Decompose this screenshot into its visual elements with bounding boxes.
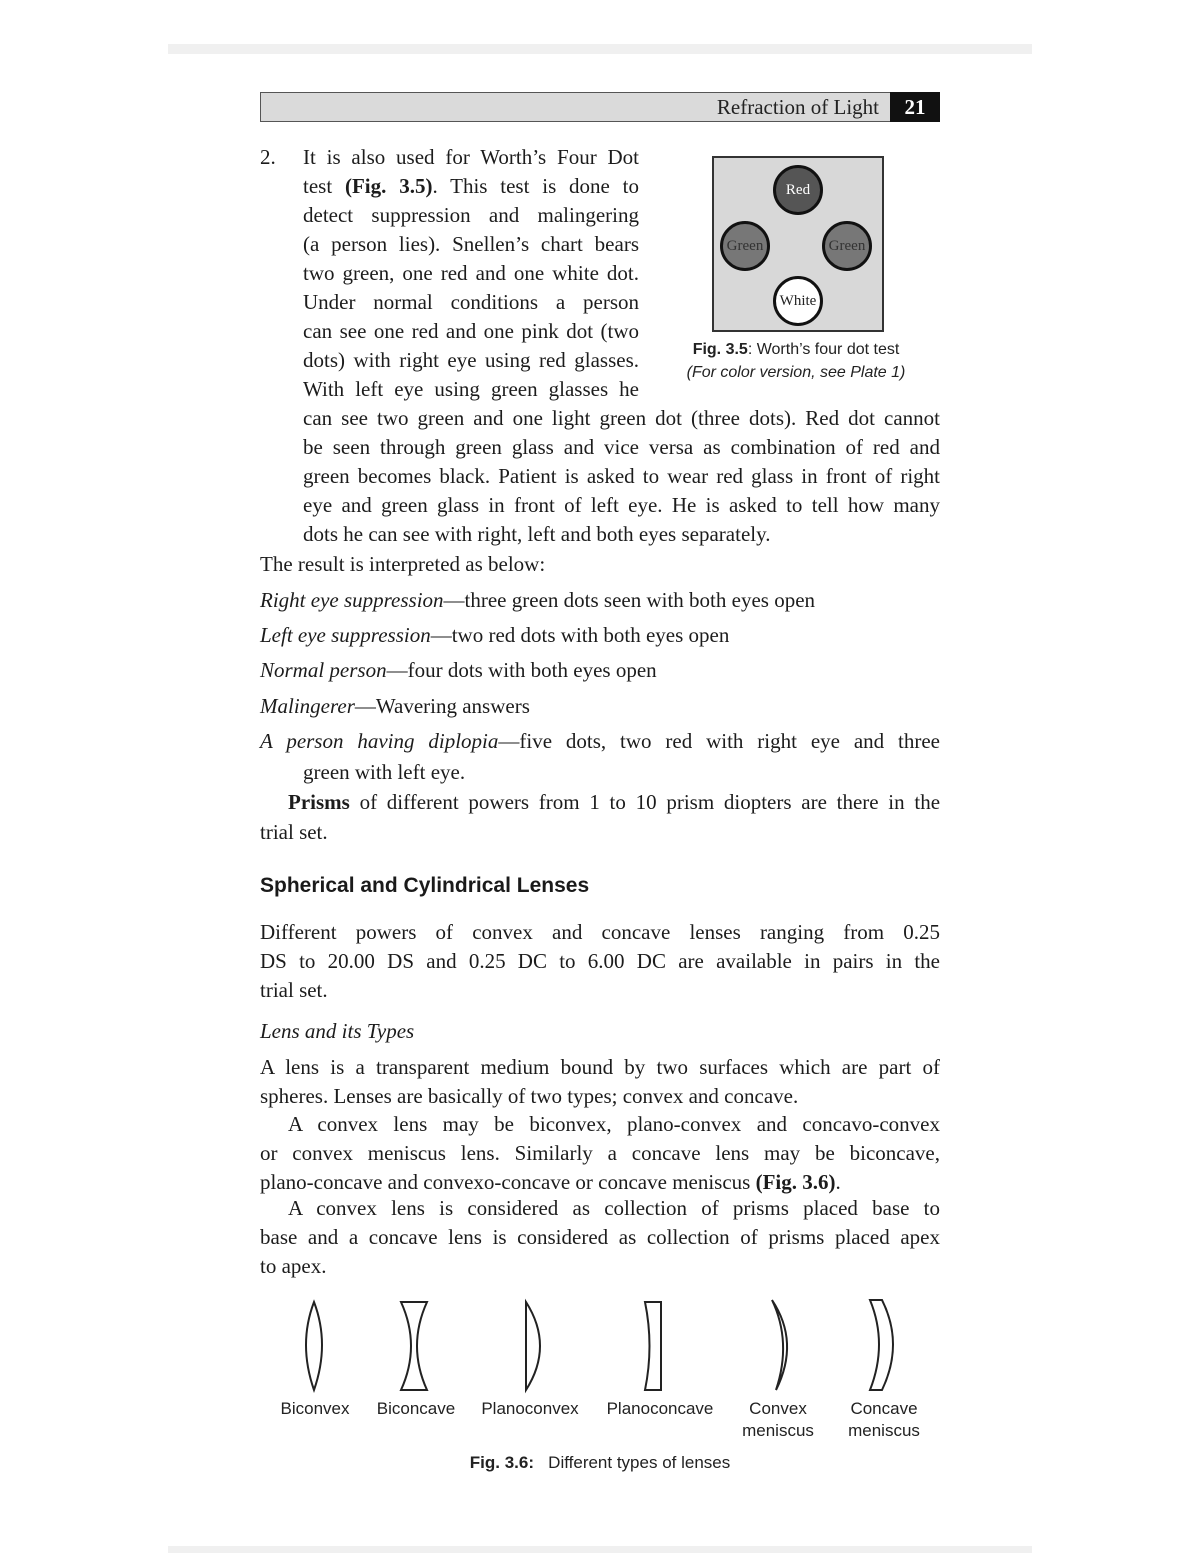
item-line: Under normal conditions a person bbox=[303, 290, 639, 314]
worth-four-dot-figure bbox=[712, 156, 884, 332]
para-text: plano-concave and convexo-concave or concave meniscus bbox=[260, 1170, 751, 1194]
item-line: detect suppression and malingering bbox=[303, 203, 639, 227]
para-line: Different powers of convex and concave lenses ranging from 0.25 bbox=[260, 920, 940, 944]
figure-reference[interactable]: (Fig. 3.5) bbox=[344, 174, 433, 198]
result-item bbox=[260, 586, 815, 615]
white-dot: White bbox=[773, 276, 823, 326]
results-intro: The result is interpreted as below: bbox=[260, 552, 546, 576]
item-line: dots) with right eye using red glasses. bbox=[303, 348, 639, 372]
planoconcave-lens-icon bbox=[645, 1302, 661, 1390]
running-header bbox=[260, 92, 940, 122]
lens-label: Planoconcave bbox=[606, 1399, 714, 1418]
red-dot: Red bbox=[773, 165, 823, 215]
figure-reference[interactable]: (Fig. 3.6) bbox=[755, 1170, 836, 1194]
item-line-with-ref: test (Fig. 3.5). This test is done to bbox=[303, 174, 639, 198]
lens-types-figure bbox=[260, 1292, 940, 1397]
para-line: spheres. Lenses are basically of two types; convex and concave. bbox=[260, 1084, 799, 1108]
lens-label-line: Concave bbox=[850, 1399, 918, 1418]
result-continuation: green with left eye. bbox=[303, 760, 466, 784]
green-dot-right: Green bbox=[822, 221, 872, 271]
result-text: —four dots with both eyes open bbox=[386, 658, 657, 682]
list-number: 2. bbox=[260, 145, 276, 169]
page-top-edge bbox=[168, 44, 1032, 54]
result-text: —three green dots seen with both eyes open bbox=[443, 588, 816, 612]
figure-3-6-caption bbox=[260, 1453, 940, 1473]
item-line: two green, one red and one white dot. bbox=[303, 261, 639, 285]
item-line: It is also used for Worth’s Four Dot bbox=[303, 145, 639, 169]
planoconvex-lens-icon bbox=[526, 1302, 540, 1390]
result-item bbox=[260, 727, 940, 756]
result-item bbox=[260, 656, 657, 685]
result-text: —two red dots with both eyes open bbox=[430, 623, 730, 647]
green-dot-left: Green bbox=[720, 221, 770, 271]
prisms-bold: Prisms bbox=[288, 790, 350, 814]
concave-meniscus-lens-icon bbox=[870, 1300, 893, 1390]
item-line: dots he can see with right, left and both eyes separately. bbox=[303, 522, 771, 546]
page-bottom-edge bbox=[168, 1546, 1032, 1553]
result-item bbox=[260, 692, 530, 721]
lens-label: Biconcave bbox=[376, 1399, 456, 1418]
biconvex-lens-icon bbox=[306, 1302, 322, 1390]
result-term: A person having diplopia bbox=[260, 729, 499, 753]
para-line: A convex lens is considered as collection of prisms placed base to bbox=[288, 1196, 940, 1220]
lens-label-convex-meniscus bbox=[723, 1398, 833, 1442]
para-end: . bbox=[835, 1170, 841, 1194]
caption-label: Fig. 3.6: bbox=[469, 1453, 534, 1472]
section-heading: Spherical and Cylindrical Lenses bbox=[260, 874, 590, 897]
para-line: or convex meniscus lens. Similarly a concave lens may be biconcave, bbox=[260, 1141, 940, 1165]
figure-3-5-caption bbox=[660, 338, 932, 384]
subheading bbox=[260, 1017, 414, 1046]
item-line: be seen through green glass and vice versa as combination of red and bbox=[303, 435, 940, 459]
result-term: Normal person bbox=[260, 658, 387, 682]
item-line-prefix: test bbox=[303, 174, 333, 198]
result-term: Malingerer bbox=[260, 694, 355, 718]
caption-note: (For color version, see Plate 1) bbox=[686, 364, 906, 381]
caption-text: Different types of lenses bbox=[548, 1453, 731, 1472]
lens-label-line: Convex bbox=[749, 1399, 807, 1418]
item-line: green becomes black. Patient is asked to wear red glass in front of right bbox=[303, 464, 940, 488]
header-title: Refraction of Light bbox=[716, 95, 879, 119]
result-term: Right eye suppression bbox=[260, 588, 444, 612]
para-line bbox=[260, 1168, 841, 1197]
page-number: 21 bbox=[890, 92, 940, 122]
para-line: A lens is a transparent medium bound by two surfaces which are part of bbox=[260, 1055, 940, 1079]
lens-label-line: meniscus bbox=[848, 1421, 920, 1440]
para-line: trial set. bbox=[260, 978, 328, 1002]
para-line: to apex. bbox=[260, 1254, 327, 1278]
para-line: A convex lens may be biconvex, plano-convex and concavo-convex bbox=[288, 1112, 940, 1136]
item-line: With left eye using green glasses he bbox=[303, 377, 639, 401]
item-line-rest: This test is done to bbox=[450, 174, 639, 198]
lens-label: Planoconvex bbox=[481, 1399, 579, 1418]
para-line: base and a concave lens is considered as collection of prisms placed apex bbox=[260, 1225, 940, 1249]
biconcave-lens-icon bbox=[401, 1302, 427, 1390]
result-term: Left eye suppression bbox=[260, 623, 431, 647]
lens-label-line: meniscus bbox=[742, 1421, 814, 1440]
item-line: can see two green and one light green dot (three dots). Red dot cannot bbox=[303, 406, 940, 430]
lens-label: Biconvex bbox=[280, 1399, 350, 1418]
prisms-paragraph bbox=[288, 788, 940, 817]
result-text: —five dots, two red with right eye and three bbox=[498, 729, 940, 753]
item-line: (a person lies). Snellen’s chart bears bbox=[303, 232, 639, 256]
item-line: eye and green glass in front of left eye. He is asked to tell how many bbox=[303, 493, 940, 517]
prisms-line: trial set. bbox=[260, 820, 328, 844]
result-item bbox=[260, 621, 729, 650]
item-line: can see one red and one pink dot (two bbox=[303, 319, 639, 343]
convex-meniscus-lens-icon bbox=[772, 1300, 787, 1390]
para-line: DS to 20.00 DS and 0.25 DC to 6.00 DC are available in pairs in the bbox=[260, 949, 940, 973]
lens-label-concave-meniscus bbox=[829, 1398, 939, 1442]
result-text: —Wavering answers bbox=[354, 694, 530, 718]
subheading-text: Lens and its Types bbox=[260, 1019, 415, 1043]
caption-text: : Worth’s four dot test bbox=[747, 341, 900, 358]
caption-label: Fig. 3.5 bbox=[692, 341, 748, 358]
prisms-text: of different powers from 1 to 10 prism diopters are there in the bbox=[359, 790, 941, 814]
